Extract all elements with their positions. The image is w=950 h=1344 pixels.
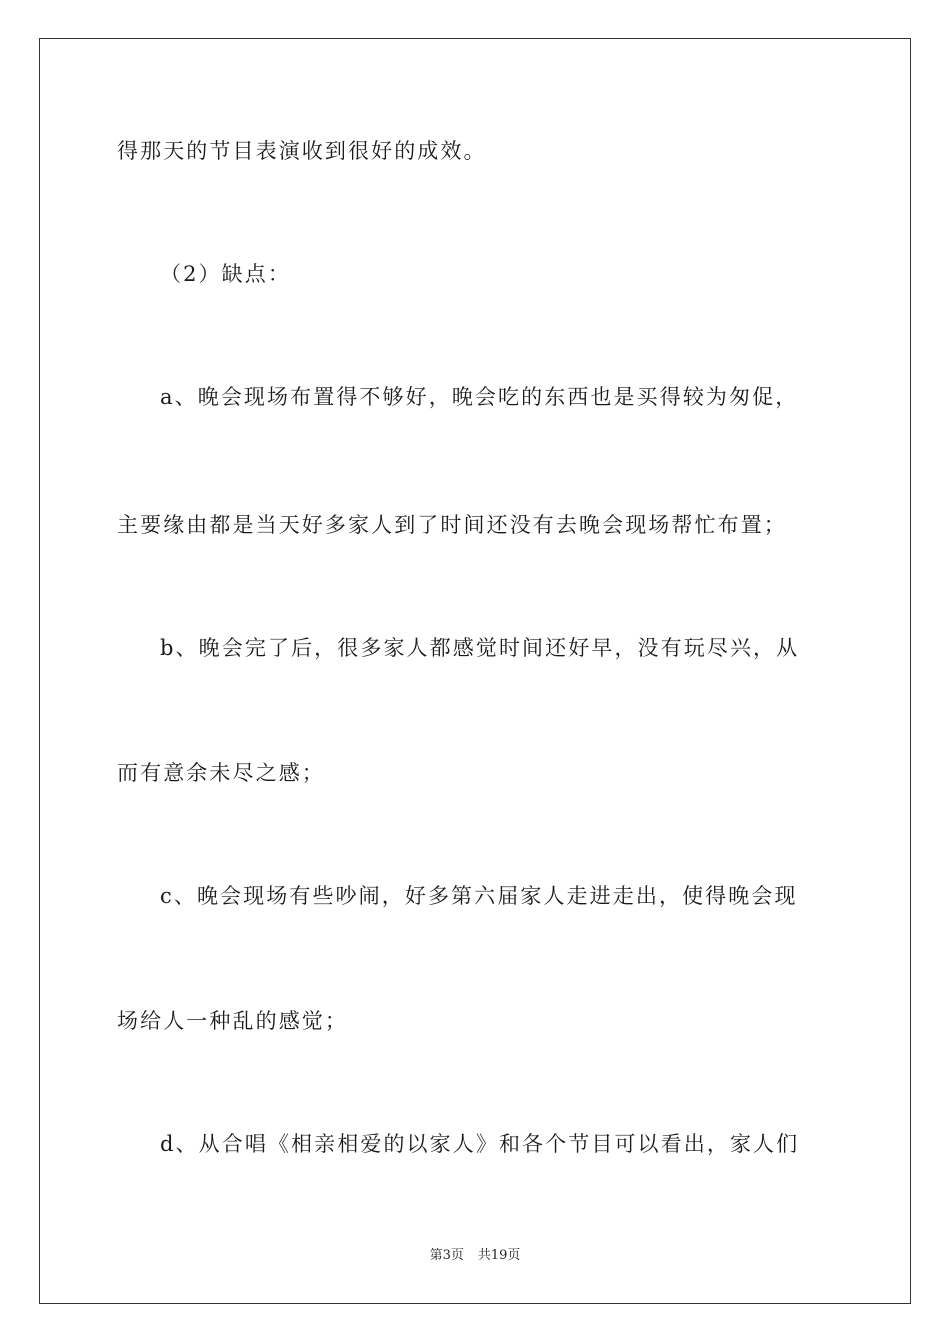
body-text-line: 而有意余未尽之感； xyxy=(117,761,325,785)
body-text-line: b、晚会完了后，很多家人都感觉时间还好早，没有玩尽兴，从 xyxy=(160,636,800,660)
body-text-line: 得那天的节目表演收到很好的成效。 xyxy=(117,139,487,163)
page-border xyxy=(39,38,911,1304)
body-text-line: a、晚会现场布置得不够好，晚会吃的东西也是买得较为匆促， xyxy=(160,385,799,409)
body-text-line: c、晚会现场有些吵闹，好多第六届家人走进走出，使得晚会现 xyxy=(160,884,798,908)
body-text-line: 场给人一种乱的感觉； xyxy=(117,1009,348,1033)
page-footer xyxy=(0,1247,950,1265)
page-total: 共19页 xyxy=(477,1248,521,1263)
body-text-line: 主要缘由都是当天好多家人到了时间还没有去晚会现场帮忙布置； xyxy=(117,513,787,537)
body-text-line: d、从合唱《相亲相爱的以家人》和各个节目可以看出，家人们 xyxy=(160,1132,800,1156)
section-heading: （2）缺点： xyxy=(160,262,291,286)
page-number: 第3页 xyxy=(429,1248,464,1263)
